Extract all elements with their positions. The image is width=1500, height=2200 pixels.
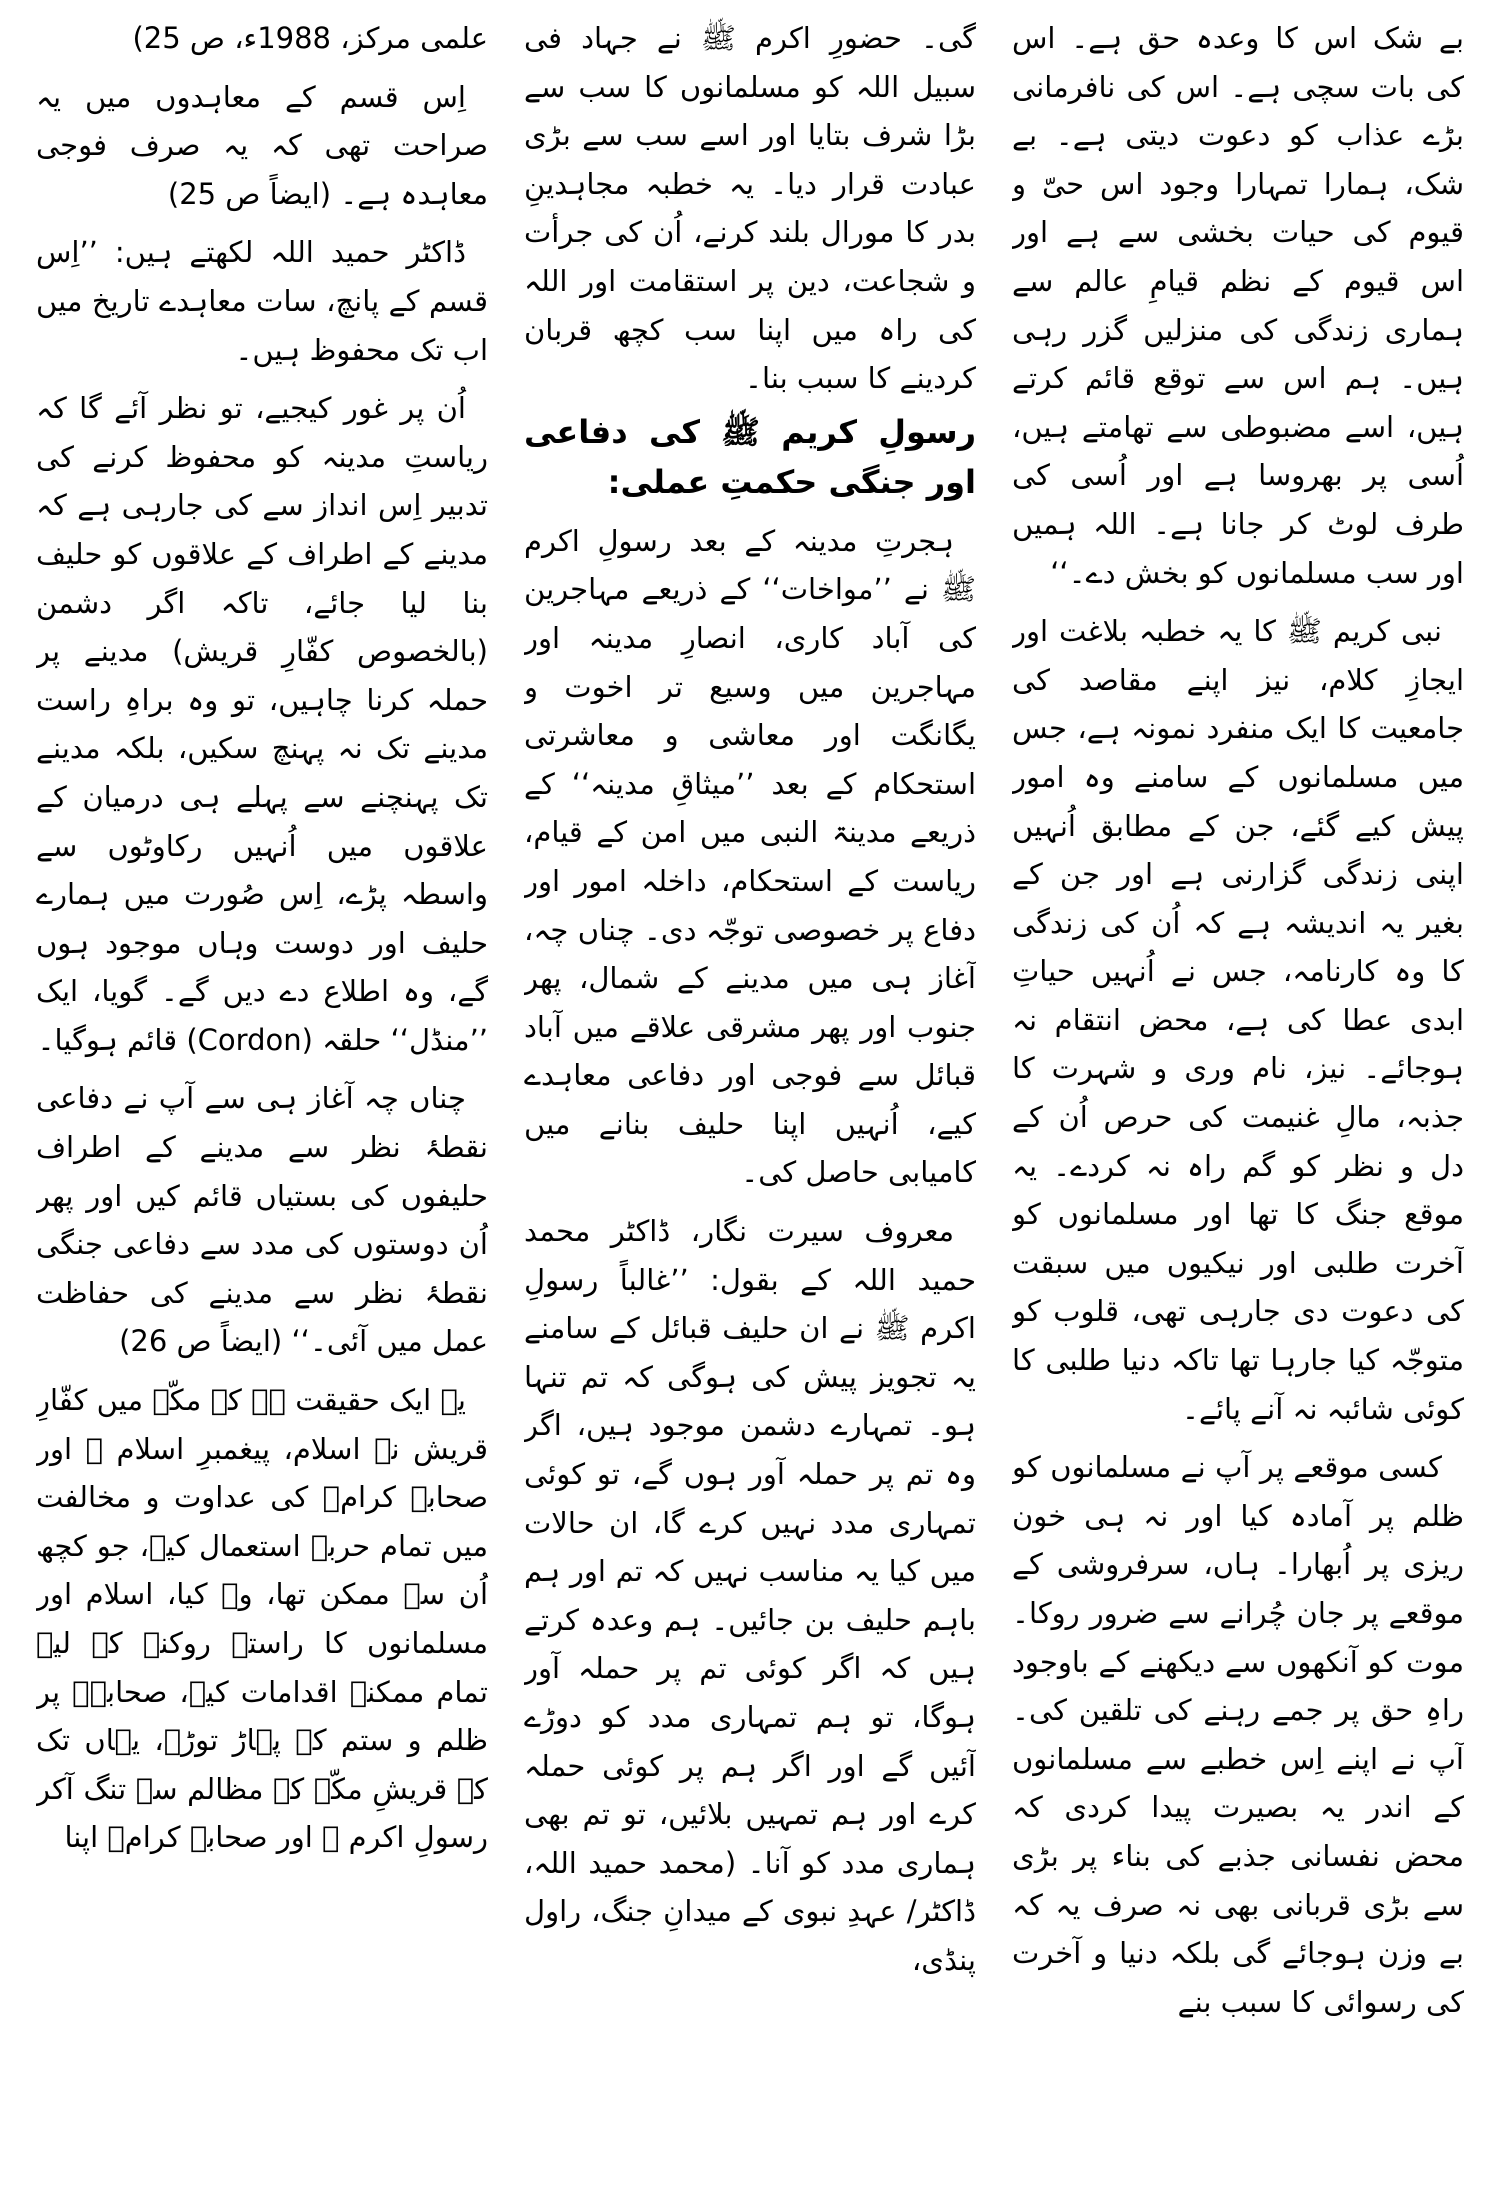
paragraph: کسی موقعے پر آپ نے مسلمانوں کو ظلم پر آمادہ کیا اور نہ ہی خون ریزی پر اُبھارا۔ ہاں، سرفروشی کے موقعے پر جان چُرانے سے ضرور روکا۔ موت کو آنکھوں سے دیکھنے کے باوجود راہِ حق پر جمے رہنے کی تلقین کی۔ آپ نے اپنے اِس خطبے سے مسلمانوں کے اندر یہ بصیرت پیدا کردی کہ محض نفسانی جذبے کی بناء پر بڑی سے بڑی قربانی بھی نہ صرف یہ کہ بے وزن ہوجائے گی بلکہ دنیا و آخرت کی رسوائی کا سبب بنے (1012, 1450, 1464, 2019)
paragraph: معروف سیرت نگار، ڈاکٹر محمد حمید اللہ کے بقول: ’’غالباً رسولِ اکرم ﷺ نے ان حلیف قبائل کے سامنے یہ تجویز پیش کی ہوگی کہ تم تنہا ہو۔ تمہارے دشمن موجود ہیں، اگر وہ تم پر حملہ آور ہوں گے، تو کوئی تمہاری مدد نہیں کرے گا، ان حالات میں کیا یہ مناسب نہیں کہ تم اور ہم باہم حلیف بن جائیں۔ ہم وعدہ کرتے ہیں کہ اگر کوئی تم پر حملہ آور ہوگا، تو ہم تمہاری مدد کو دوڑے آئیں گے اور اگر ہم پر کوئی حملہ کرے اور ہم تمہیں بلائیں، تو تم بھی ہماری مدد کو آنا۔ (محمد حمید اللہ، ڈاکٹر/ عہدِ نبوی کے میدانِ جنگ، راول پنڈی، (524, 1214, 976, 1977)
paragraph: چناں چہ آغاز ہی سے آپ نے دفاعی نقطۂ نظر سے مدینے کے اطراف حلیفوں کی بستیاں قائم کیں اور پھر اُن دوستوں کی مدد سے دفاعی جنگی نقطۂ نظر سے مدینے کی حفاظت عمل میں آئی۔‘‘ (ایضاً ص 26) (36, 1081, 488, 1359)
paragraph: یہ ایک حقیقت ہے کہ مکّے میں کفّارِ قریش نے اسلام، پیغمبرِ اسلام ﷺ اور صحابہ کرامؓ کی عداوت و مخالفت میں تمام حربے استعمال کیے، جو کچھ اُن سے ممکن تھا، وہ کیا، اسلام اور مسلمانوں کا راستہ روکنے کے لیے تمام ممکنہ اقدامات کیے، صحابہؓ پر ظلم و ستم کے پہاڑ توڑے، یہاں تک کہ قریشِ مکّہ کے مظالم سے تنگ آکر رسولِ اکرم ﷺ اور صحابہ کرامؓ اپنا (36, 1383, 488, 1855)
article-columns (36, 14, 1464, 2186)
column-left (36, 14, 488, 2186)
paragraph: بے شک اس کا وعدہ حق ہے۔ اس کی بات سچی ہے۔ اس کی نافرمانی بڑے عذاب کو دعوت دیتی ہے۔ بے شک، ہمارا تمہارا وجود اس حیّ و قیوم کی حیات بخشی سے ہے اور اس قیوم کے نظم قیامِ عالم سے ہماری زندگی کی منزلیں گزر رہی ہیں۔ ہم اس سے توقع قائم کرتے ہیں، اسے مضبوطی سے تھامتے ہیں، اُسی پر بھروسا ہے اور اُسی کی طرف لوٹ کر جانا ہے۔ اللہ ہمیں اور سب مسلمانوں کو بخش دے۔‘‘ (1012, 21, 1464, 590)
citation: علمی مرکز، 1988ء، ص 25) (132, 21, 488, 55)
paragraph: گی۔ حضورِ اکرم ﷺ نے جہاد فی سبیل اللہ کو مسلمانوں کا سب سے بڑا شرف بتایا اور اسے سب سے بڑی عبادت قرار دیا۔ یہ خطبہ مجاہدینِ بدر کا مورال بلند کرنے، اُن کی جرأت و شجاعت، دین پر استقامت اور اللہ کی راہ میں اپنا سب کچھ قربان کردینے کا سبب بنا۔ (524, 21, 976, 396)
paragraph: ہجرتِ مدینہ کے بعد رسولِ اکرم ﷺ نے ’’مواخات‘‘ کے ذریعے مہاجرین کی آباد کاری، انصارِ مدینہ اور مہاجرین میں وسیع تر اخوت و یگانگت اور معاشی و معاشرتی استحکام کے بعد ’’میثاقِ مدینہ‘‘ کے ذریعے مدینۃ النبی میں امن کے قیام، ریاست کے استحکام، داخلہ امور اور دفاع پر خصوصی توجّہ دی۔ چناں چہ، آغاز ہی میں مدینے کے شمال، پھر جنوب اور پھر مشرقی علاقے میں آباد قبائل سے فوجی اور دفاعی معاہدے کیے، اُنہیں اپنا حلیف بنانے میں کامیابی حاصل کی۔ (524, 523, 976, 1190)
column-right (1012, 14, 1464, 2186)
paragraph: ڈاکٹر حمید اللہ لکھتے ہیں: ’’اِس قسم کے پانچ، سات معاہدے تاریخ میں اب تک محفوظ ہیں۔ (36, 235, 488, 367)
paragraph: اِس قسم کے معاہدوں میں یہ صراحت تھی کہ یہ صرف فوجی معاہدہ ہے۔ (ایضاً ص 25) (36, 79, 488, 211)
paragraph: نبی کریم ﷺ کا یہ خطبہ بلاغت اور ایجازِ کلام، نیز اپنے مقاصد کی جامعیت کا ایک منفرد نمونہ ہے، جس میں مسلمانوں کے سامنے وہ امور پیش کیے گئے، جن کے مطابق اُنہیں اپنی زندگی گزارنی ہے اور جن کے بغیر یہ اندیشہ ہے کہ اُن کی زندگی کا وہ کارنامہ، جس نے اُنہیں حیاتِ ابدی عطا کی ہے، محض انتقام نہ ہوجائے۔ نیز، نام وری و شہرت کا جذبہ، مالِ غنیمت کی حرص اُن کے دل و نظر کو گم راہ نہ کردے۔ یہ موقع جنگ کا تھا اور مسلمانوں کو آخرت طلبی اور نیکیوں میں سبقت کی دعوت دی جارہی تھی، قلوب کو متوجّہ کیا جارہا تھا تاکہ دنیا طلبی کا کوئی شائبہ نہ آنے پائے۔ (1012, 614, 1464, 1426)
section-heading: رسولِ کریم ﷺ کی دفاعی اور جنگی حکمتِ عملی: (524, 412, 976, 501)
paragraph: اُن پر غور کیجیے، تو نظر آئے گا کہ ریاستِ مدینہ کو محفوظ کرنے کی تدبیر اِس انداز سے کی جارہی ہے کہ مدینے کے اطراف کے علاقوں کو حلیف بنا لیا جائے، تاکہ اگر دشمن (بالخصوص کفّارِ قریش) مدینے پر حملہ کرنا چاہیں، تو وہ براہِ راست مدینے تک نہ پہنچ سکیں، بلکہ مدینے تک پہنچنے سے پہلے ہی درمیان کے علاقوں میں اُنہیں رکاوٹوں سے واسطہ پڑے، اِس صُورت میں ہمارے حلیف اور دوست وہاں موجود ہوں گے، وہ اطلاع دے دیں گے۔ گویا، ایک ’’منڈل‘‘ حلقہ (Cordon) قائم ہوگیا۔ (36, 391, 488, 1057)
column-middle (524, 14, 976, 2186)
